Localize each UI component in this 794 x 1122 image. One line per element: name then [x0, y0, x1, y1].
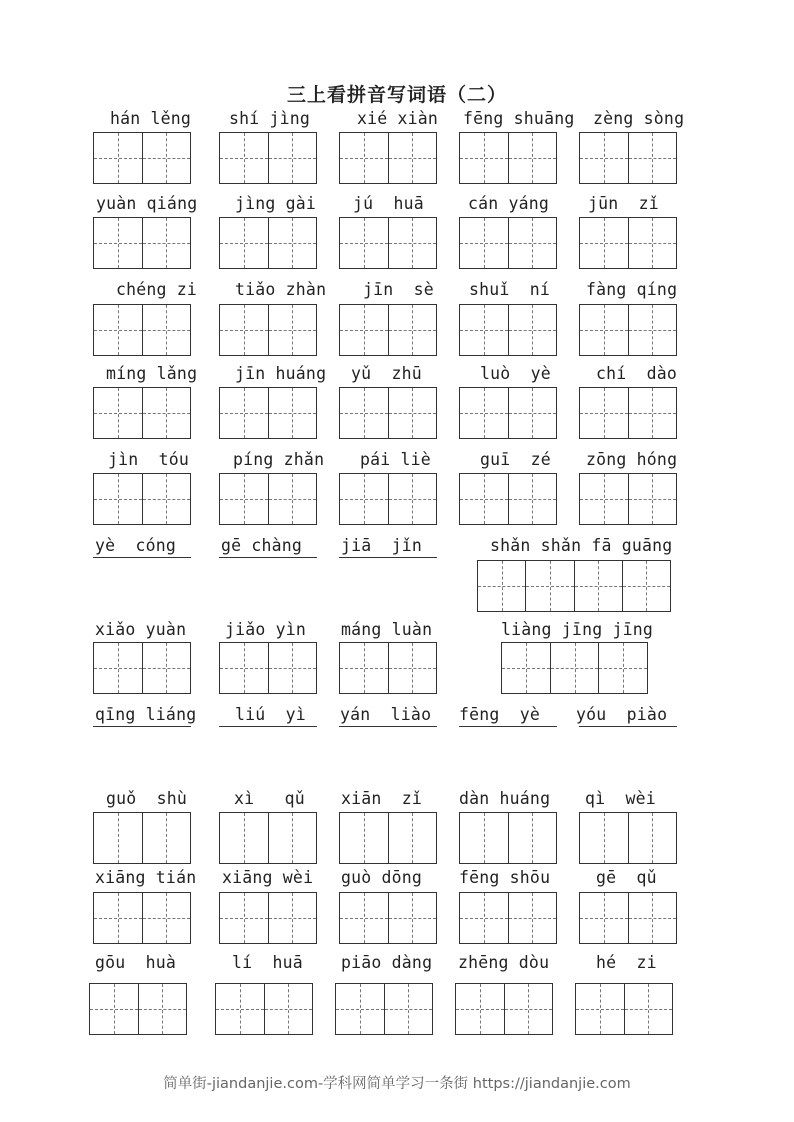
pinyin-label: fēng yè — [459, 705, 541, 724]
pinyin-label: jiǎo yìn — [225, 620, 307, 639]
pinyin-label: píng zhǎn — [233, 450, 325, 469]
writing-grid — [93, 892, 191, 944]
writing-grid — [339, 473, 437, 525]
pinyin-label: jīn huáng — [235, 364, 327, 383]
answer-line — [579, 726, 677, 727]
pinyin-label: xié xiàn — [357, 109, 439, 128]
writing-grid — [219, 304, 317, 356]
pinyin-label: shí jìng — [229, 109, 311, 128]
writing-grid — [579, 304, 677, 356]
pinyin-label: yǔ zhū — [351, 364, 422, 383]
writing-grid — [93, 217, 191, 269]
pinyin-label: shǎn shǎn fā guāng — [490, 536, 673, 555]
footer-watermark: 简单街-jiandanjie.com-学科网简单学习一条街 https://jiandanjie.com — [163, 1076, 631, 1092]
writing-grid — [459, 892, 557, 944]
pinyin-label: dàn huáng — [459, 789, 551, 808]
pinyin-label: qì wèi — [585, 789, 656, 808]
pinyin-label: xiāng wèi — [222, 868, 314, 887]
writing-grid — [459, 132, 557, 184]
pinyin-label: míng lǎng — [106, 364, 198, 383]
writing-grid — [339, 892, 437, 944]
pinyin-label: qīng liáng — [95, 705, 197, 724]
pinyin-label: yán liào — [340, 705, 432, 724]
pinyin-label: gē chàng — [221, 536, 303, 555]
page-title: 三上看拼音写词语（二） — [286, 84, 507, 106]
pinyin-label: lí huā — [232, 953, 303, 972]
writing-grid — [575, 983, 673, 1035]
writing-grid — [219, 812, 317, 864]
writing-grid — [579, 132, 677, 184]
pinyin-label: shuǐ ní — [469, 280, 551, 299]
writing-grid — [579, 892, 677, 944]
pinyin-label: máng luàn — [341, 620, 433, 639]
pinyin-label: guī zé — [480, 450, 551, 469]
writing-grid — [215, 983, 313, 1035]
pinyin-label: chéng zi — [116, 280, 198, 299]
pinyin-label: chí dào — [596, 364, 678, 383]
answer-line — [339, 557, 437, 558]
answer-line — [93, 557, 191, 558]
answer-line — [459, 726, 557, 727]
pinyin-label: guǒ shù — [106, 789, 188, 808]
pinyin-label: tiǎo zhàn — [235, 280, 327, 299]
answer-line — [219, 557, 317, 558]
pinyin-label: jú huā — [353, 194, 424, 213]
writing-grid — [579, 217, 677, 269]
writing-grid — [219, 387, 317, 439]
writing-grid — [339, 642, 437, 694]
pinyin-label: zhēng dòu — [458, 953, 550, 972]
pinyin-label: gōu huà — [95, 953, 177, 972]
writing-grid — [219, 473, 317, 525]
pinyin-label: gē qǔ — [596, 868, 657, 887]
writing-grid — [89, 983, 187, 1035]
pinyin-label: pái liè — [360, 450, 431, 469]
pinyin-label: liàng jīng jīng — [501, 620, 654, 639]
pinyin-label: liú yì — [235, 705, 306, 724]
pinyin-label: cán yáng — [468, 194, 550, 213]
pinyin-label: xiān zǐ — [341, 789, 423, 808]
writing-grid — [459, 304, 557, 356]
pinyin-label: jīn sè — [363, 280, 434, 299]
writing-grid — [93, 387, 191, 439]
pinyin-label: xiāng tián — [95, 868, 197, 887]
writing-grid — [339, 387, 437, 439]
writing-grid — [93, 304, 191, 356]
pinyin-label: piāo dàng — [341, 953, 433, 972]
writing-grid — [579, 473, 677, 525]
pinyin-label: xì qǔ — [234, 789, 305, 808]
writing-grid — [93, 642, 191, 694]
writing-grid — [339, 304, 437, 356]
writing-grid — [459, 473, 557, 525]
answer-line — [339, 726, 437, 727]
pinyin-label: yuàn qiáng — [96, 194, 198, 213]
writing-grid — [219, 642, 317, 694]
writing-grid — [579, 812, 677, 864]
writing-grid — [455, 983, 553, 1035]
answer-line — [219, 726, 317, 727]
writing-grid — [339, 217, 437, 269]
answer-line — [93, 726, 191, 727]
writing-grid — [459, 387, 557, 439]
writing-grid — [501, 642, 648, 694]
writing-grid — [459, 812, 557, 864]
pinyin-label: zōng hóng — [586, 450, 678, 469]
pinyin-label: luò yè — [480, 364, 551, 383]
pinyin-label: xiǎo yuàn — [95, 620, 187, 639]
pinyin-label: fēng shuāng — [463, 109, 575, 128]
pinyin-label: yóu piào — [576, 705, 668, 724]
pinyin-label: jūn zǐ — [588, 194, 659, 213]
pinyin-label: jìng gài — [235, 194, 317, 213]
pinyin-label: zèng sòng — [593, 109, 685, 128]
pinyin-label: fàng qíng — [586, 280, 678, 299]
writing-grid — [219, 132, 317, 184]
pinyin-label: hé zi — [596, 953, 657, 972]
writing-grid — [579, 387, 677, 439]
pinyin-label: yè cóng — [95, 536, 177, 555]
pinyin-label: fēng shōu — [459, 868, 551, 887]
writing-grid — [339, 132, 437, 184]
writing-grid — [219, 217, 317, 269]
pinyin-label: guò dōng — [341, 868, 423, 887]
writing-grid — [335, 983, 433, 1035]
writing-grid — [93, 473, 191, 525]
writing-grid — [339, 812, 437, 864]
writing-grid — [93, 812, 191, 864]
writing-grid — [93, 132, 191, 184]
pinyin-label: jìn tóu — [108, 450, 190, 469]
writing-grid — [219, 892, 317, 944]
pinyin-label: hán lěng — [110, 109, 192, 128]
writing-grid — [459, 217, 557, 269]
writing-grid — [477, 560, 671, 612]
pinyin-label: jiā jǐn — [341, 536, 423, 555]
